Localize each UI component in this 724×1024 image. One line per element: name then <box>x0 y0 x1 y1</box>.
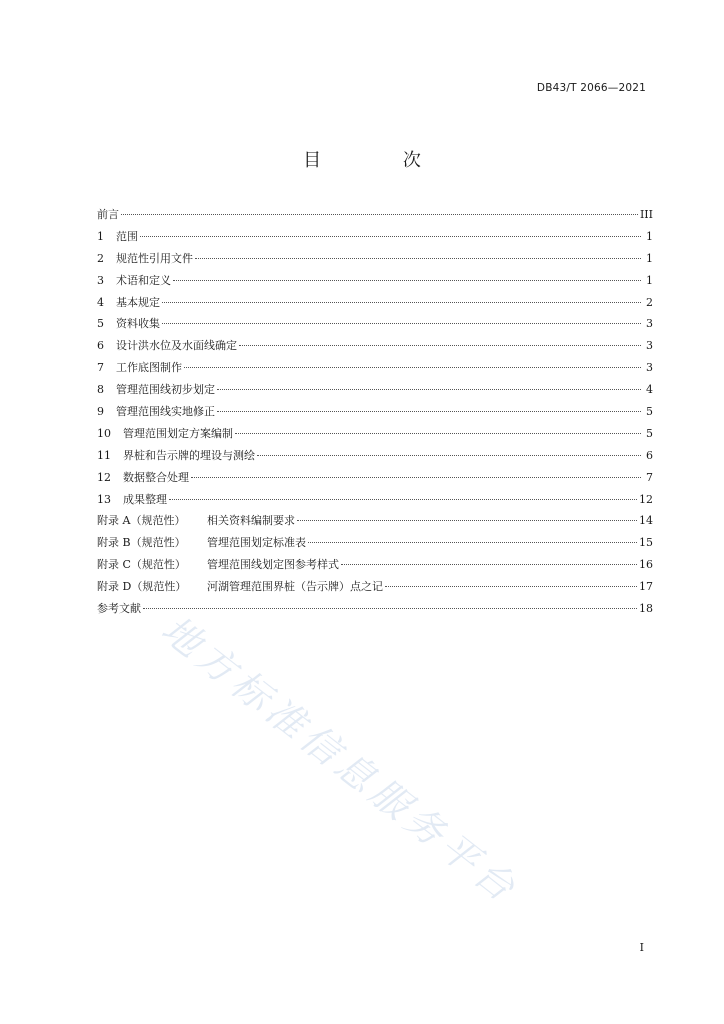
toc-leader-dots <box>143 608 637 609</box>
toc-leader-dots <box>217 389 641 390</box>
toc-leader-dots <box>169 499 637 500</box>
toc-entry[interactable] <box>97 248 653 270</box>
page-title: 目 次 <box>303 150 459 171</box>
toc-leader-dots <box>257 455 641 456</box>
toc-entry-title: 前言 <box>97 208 119 221</box>
toc-entry-number: 附录 C（规范性） <box>97 558 186 572</box>
toc-entry-label <box>97 335 237 357</box>
document-code: DB43/T 2066—2021 <box>536 82 646 94</box>
toc-entry[interactable] <box>97 510 653 532</box>
toc-entry[interactable] <box>97 489 653 511</box>
toc-entry-number: 10 <box>97 426 111 440</box>
toc-entry-title: 参考文献 <box>97 602 141 616</box>
toc-entry-label <box>97 313 160 335</box>
toc-entry-page: 6 <box>646 448 653 462</box>
toc-entry[interactable] <box>97 554 653 576</box>
toc-leader-dots <box>162 302 641 303</box>
toc-leader-dots <box>195 258 641 259</box>
toc-leader-dots <box>235 433 641 434</box>
toc-entry-label <box>97 401 215 423</box>
toc-entry-page: 15 <box>639 536 653 550</box>
toc-entry-title: 管理范围线初步划定 <box>116 383 215 397</box>
toc-entry-title: 范围 <box>116 229 138 243</box>
toc-leader-dots <box>191 477 641 478</box>
toc-entry-label <box>97 357 182 379</box>
toc-entry-label <box>97 379 215 401</box>
toc-entry[interactable] <box>97 532 653 554</box>
toc-entry-label <box>97 445 255 467</box>
toc-entry-title: 基本规定 <box>116 295 160 309</box>
toc-entry[interactable] <box>97 598 653 620</box>
toc-entry-label <box>97 510 295 532</box>
toc-entry[interactable] <box>97 423 653 445</box>
toc-entry-title: 相关资料编制要求 <box>207 514 295 528</box>
toc-entry-page: 3 <box>646 361 653 375</box>
toc-entry[interactable] <box>97 204 653 226</box>
toc-entry-title: 界桩和告示牌的埋设与测绘 <box>123 448 255 462</box>
toc-entry-number: 8 <box>97 383 104 397</box>
toc-entry-label <box>97 292 160 314</box>
toc-entry-number: 附录 D（规范性） <box>97 580 187 594</box>
toc-entry-page: 1 <box>646 251 653 265</box>
toc-entry[interactable] <box>97 335 653 357</box>
toc-leader-dots <box>239 345 641 346</box>
toc-entry[interactable] <box>97 357 653 379</box>
toc-entry-number: 3 <box>97 273 104 287</box>
toc-entry-number: 附录 B（规范性） <box>97 536 186 550</box>
toc-entry-title: 数据整合处理 <box>123 470 189 484</box>
toc-leader-dots <box>341 564 637 565</box>
toc-entry-label <box>97 226 138 248</box>
toc-entry-page: 3 <box>646 339 653 353</box>
toc-entry-page: 5 <box>646 426 653 440</box>
toc-entry-title: 术语和定义 <box>116 273 171 287</box>
toc-entry-page: 4 <box>646 383 653 397</box>
toc-entry-label <box>97 248 193 270</box>
toc-entry-title: 设计洪水位及水面线确定 <box>116 339 237 353</box>
toc-entry-title: 工作底图制作 <box>116 361 182 375</box>
toc-entry-label <box>97 489 167 511</box>
toc-entry-page: 16 <box>639 558 653 572</box>
toc-entry-number: 附录 A（规范性） <box>97 514 186 528</box>
toc-entry-label <box>97 270 171 292</box>
toc-leader-dots <box>308 542 637 543</box>
toc-entry-page: 1 <box>646 273 653 287</box>
toc-entry-title: 管理范围划定方案编制 <box>123 426 233 440</box>
toc-entry-number: 9 <box>97 405 104 419</box>
page-number: I <box>639 941 644 954</box>
toc-entry-title: 规范性引用文件 <box>116 251 193 265</box>
toc-leader-dots <box>217 411 641 412</box>
toc-entry-page: 12 <box>639 492 653 506</box>
table-of-contents <box>97 204 653 620</box>
toc-entry-title: 管埋范围划定标准表 <box>207 536 306 550</box>
toc-entry-title: 资料收集 <box>116 317 160 331</box>
toc-entry-page: 17 <box>639 580 653 594</box>
toc-entry-number: 7 <box>97 361 104 375</box>
toc-entry-number: 13 <box>97 492 111 506</box>
toc-entry-page: 3 <box>646 317 653 331</box>
toc-entry-label <box>97 423 233 445</box>
toc-leader-dots <box>140 236 641 237</box>
toc-entry[interactable] <box>97 379 653 401</box>
toc-entry-page: 14 <box>639 514 653 528</box>
toc-entry[interactable] <box>97 401 653 423</box>
toc-leader-dots <box>173 280 641 281</box>
toc-entry[interactable] <box>97 292 653 314</box>
toc-entry-title: 管埋范围线划定图参考样式 <box>207 558 339 572</box>
toc-entry-page: III <box>639 208 653 221</box>
toc-entry[interactable] <box>97 270 653 292</box>
toc-entry-page: 1 <box>646 229 653 243</box>
toc-entry[interactable] <box>97 467 653 489</box>
watermark: 地方标准信息服务平台 <box>153 607 528 913</box>
toc-entry-label <box>97 204 119 226</box>
toc-entry-number: 5 <box>97 317 104 331</box>
toc-leader-dots <box>297 520 637 521</box>
toc-entry-number: 12 <box>97 470 111 484</box>
toc-leader-dots <box>385 586 637 587</box>
toc-entry-page: 5 <box>646 405 653 419</box>
toc-entry-page: 2 <box>646 295 653 309</box>
toc-entry-label <box>97 576 383 598</box>
toc-entry-title: 管理范围线实地修正 <box>116 405 215 419</box>
toc-entry-page: 7 <box>646 470 653 484</box>
toc-entry-label <box>97 554 339 576</box>
toc-entry[interactable] <box>97 445 653 467</box>
toc-entry-number: 6 <box>97 339 104 353</box>
toc-entry[interactable] <box>97 313 653 335</box>
toc-entry-title: 河湖管理范围界桩（告示牌）点之记 <box>207 580 383 594</box>
toc-entry-label <box>97 467 189 489</box>
toc-leader-dots <box>162 323 641 324</box>
toc-leader-dots <box>121 214 638 215</box>
toc-entry-label <box>97 532 306 554</box>
toc-entry-number: 1 <box>97 229 104 243</box>
toc-entry-title: 成果整理 <box>123 492 167 506</box>
toc-entry-number: 2 <box>97 251 104 265</box>
toc-entry[interactable] <box>97 576 653 598</box>
toc-leader-dots <box>184 367 641 368</box>
toc-entry-number: 11 <box>97 448 111 462</box>
toc-entry[interactable] <box>97 226 653 248</box>
toc-entry-number: 4 <box>97 295 104 309</box>
toc-entry-label <box>97 598 141 620</box>
toc-entry-page: 18 <box>639 602 653 616</box>
